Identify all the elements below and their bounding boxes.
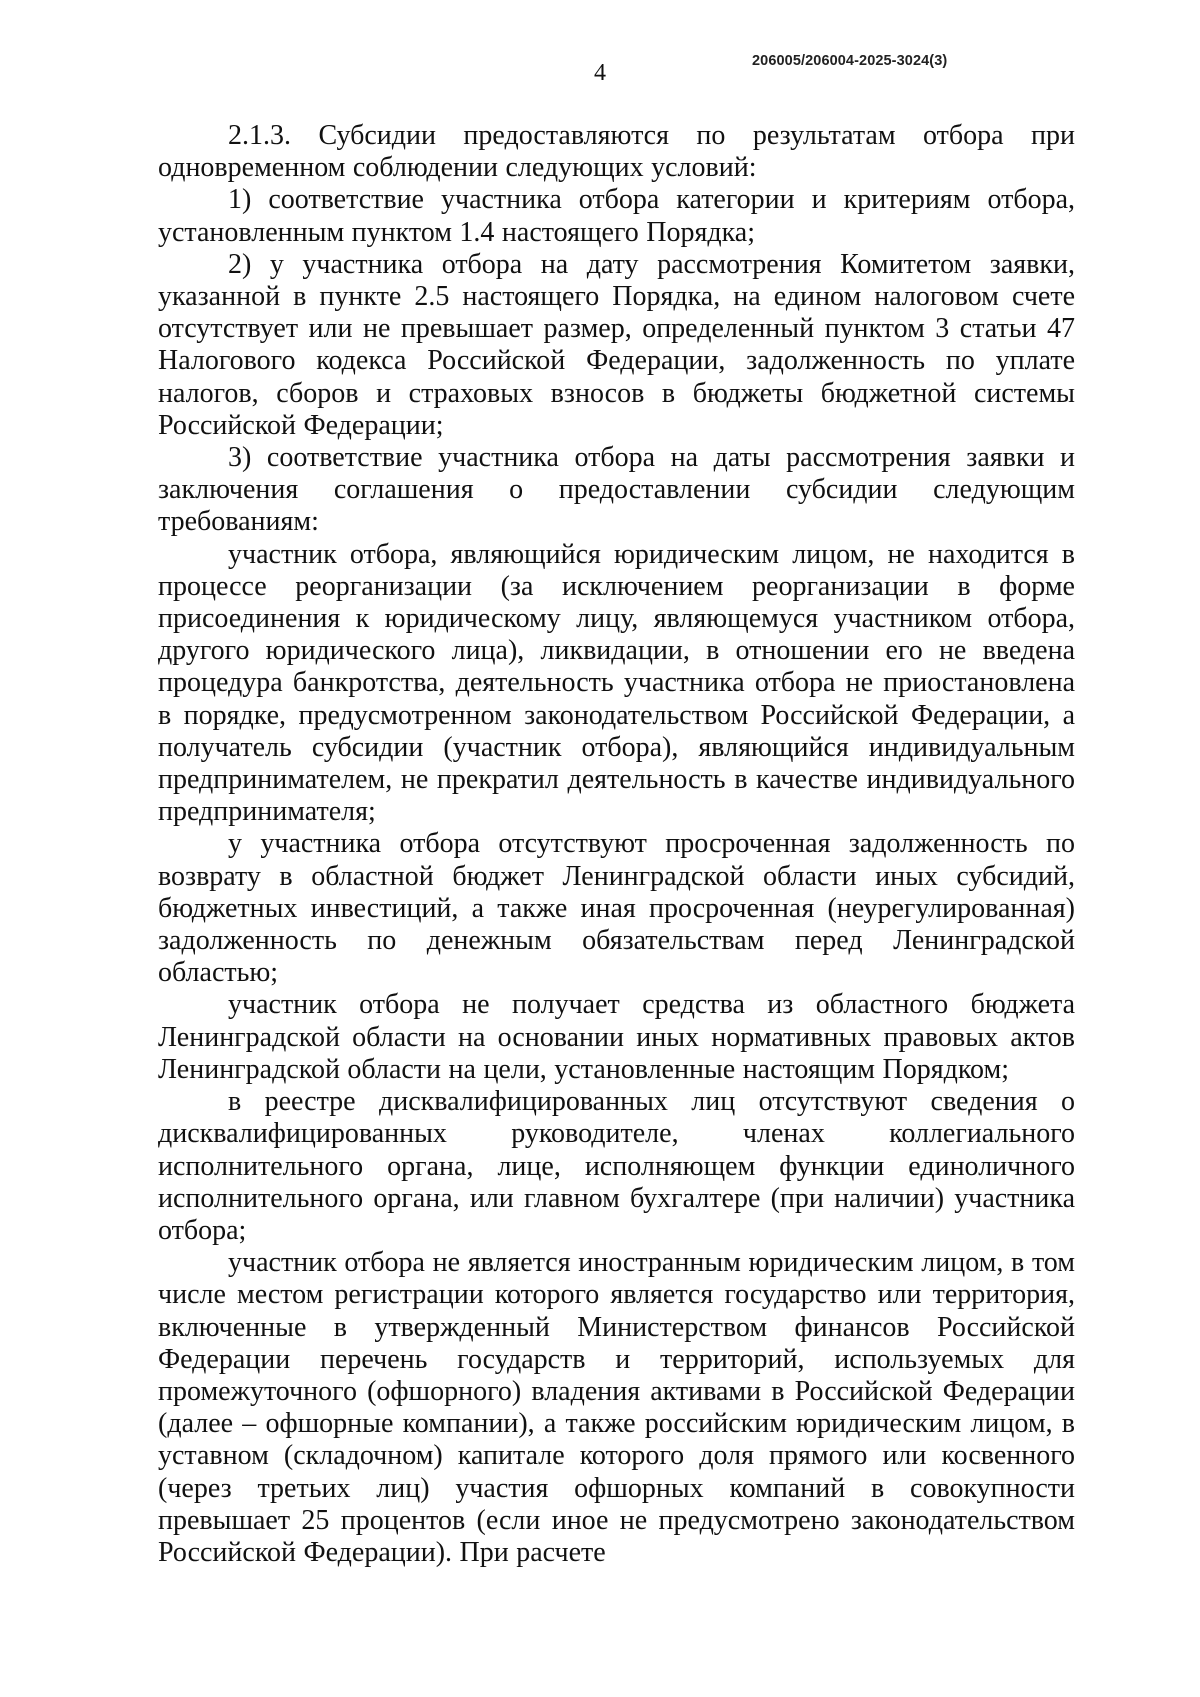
page-number: 4: [594, 60, 606, 86]
requirement-disqualified: в реестре дисквалифицированных лиц отсутствуют сведения о дисквалифицированных руководителе, членах коллегиального исполнительного органа, лице, исполняющем функции единоличного исполнительного органа, или главном бухгалтере (при наличии) участника отбора;: [158, 1086, 1075, 1246]
document-body: [158, 120, 1075, 1569]
document-registration-code: 206005/206004-2025-3024(3): [752, 53, 948, 69]
requirement-debt: у участника отбора отсутствуют просроченная задолженность по возврату в областной бюджет Ленинградской области иных субсидий, бюджетных инвестиций, а также иная просроченная (неурегулированная) задолженность по денежным обязательствам перед Ленинградской областью;: [158, 828, 1075, 989]
requirement-offshore: участник отбора не является иностранным юридическим лицом, в том числе местом регистрации которого является государство или территория, включенные в утвержденный Министерством финансов Российской Федерации перечень государств и территорий, используемых для промежуточного (офшорного) владения активами в Российской Федерации (далее – офшорные компании), а также российским юридическим лицом, в уставном (складочном) капитале которого доля прямого или косвенного (через третьих лиц) участия офшорных компаний в совокупности превышает 25 процентов (если иное не предусмотрено законодательством Российской Федерации). При расчете: [158, 1247, 1075, 1568]
condition-2: 2) у участника отбора на дату рассмотрения Комитетом заявки, указанной в пункте 2.5 настоящего Порядка, на едином налоговом счете отсутствует или не превышает размер, определенный пунктом 3 статьи 47 Налогового кодекса Российской Федерации, задолженность по уплате налогов, сборов и страховых взносов в бюджеты бюджетной системы Российской Федерации;: [158, 248, 1075, 441]
requirement-funds: участник отбора не получает средства из областного бюджета Ленинградской области на основании иных нормативных правовых актов Ленинградской области на цели, установленные настоящим Порядком;: [158, 989, 1075, 1085]
condition-1: 1) соответствие участника отбора категории и критериям отбора, установленным пунктом 1.4 настоящего Порядка;: [158, 184, 1075, 248]
requirement-reorganization: участник отбора, являющийся юридическим лицом, не находится в процессе реорганизации (за исключением реорганизации в форме присоединения к юридическому лицу, являющемуся участником отбора, другого юридического лица), ликвидации, в отношении его не введена процедура банкротства, деятельность участника отбора не приостановлена в порядке, предусмотренном законодательством Российской Федерации, а получатель субсидии (участник отбора), являющийся индивидуальным предпринимателем, не прекратил деятельность в качестве индивидуального предпринимателя;: [158, 538, 1075, 828]
paragraph-2-1-3: 2.1.3. Субсидии предоставляются по результатам отбора при одновременном соблюдении следующих условий:: [158, 120, 1075, 184]
condition-3: 3) соответствие участника отбора на даты рассмотрения заявки и заключения соглашения о предоставлении субсидии следующим требованиям:: [158, 442, 1075, 538]
